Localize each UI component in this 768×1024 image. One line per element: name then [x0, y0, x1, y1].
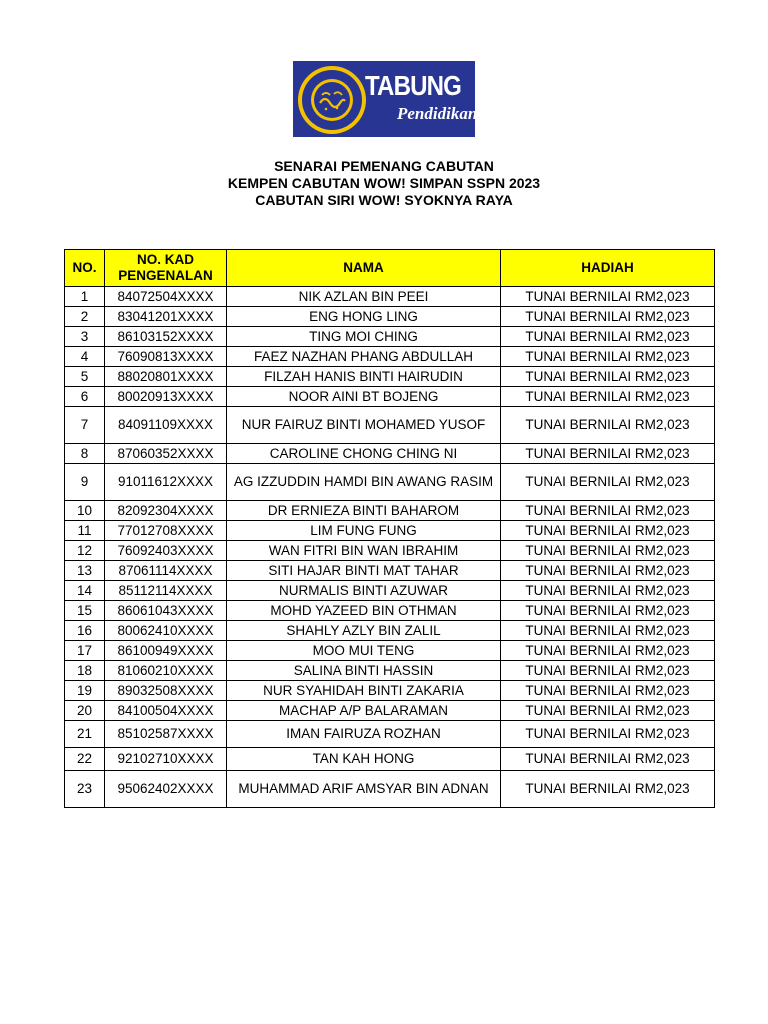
cell-ic: 88020801XXXX — [105, 367, 227, 387]
table-row — [65, 444, 715, 464]
title-line-1: SENARAI PEMENANG CABUTAN — [274, 158, 494, 174]
cell-no: 22 — [65, 748, 105, 771]
table-row — [65, 748, 715, 771]
cell-no: 20 — [65, 701, 105, 721]
cell-no: 17 — [65, 641, 105, 661]
logo-brand-text: TABUNG — [365, 70, 462, 101]
cell-prize: TUNAI BERNILAI RM2,023 — [501, 407, 715, 444]
cell-ic: 80020913XXXX — [105, 387, 227, 407]
cell-name: NUR FAIRUZ BINTI MOHAMED YUSOF — [227, 407, 501, 444]
cell-no: 5 — [65, 367, 105, 387]
cell-name: MOHD YAZEED BIN OTHMAN — [227, 601, 501, 621]
cell-no: 16 — [65, 621, 105, 641]
cell-ic: 76090813XXXX — [105, 347, 227, 367]
header-name: NAMA — [227, 250, 501, 287]
cell-no: 18 — [65, 661, 105, 681]
cell-ic: 85112114XXXX — [105, 581, 227, 601]
cell-no: 1 — [65, 287, 105, 307]
cell-no: 10 — [65, 501, 105, 521]
cell-name: WAN FITRI BIN WAN IBRAHIM — [227, 541, 501, 561]
table-row — [65, 327, 715, 347]
cell-ic: 85102587XXXX — [105, 721, 227, 748]
cell-name: LIM FUNG FUNG — [227, 521, 501, 541]
table-row — [65, 721, 715, 748]
cell-prize: TUNAI BERNILAI RM2,023 — [501, 701, 715, 721]
cell-ic: 91011612XXXX — [105, 464, 227, 501]
cell-prize: TUNAI BERNILAI RM2,023 — [501, 521, 715, 541]
cell-name: NOOR AINI BT BOJENG — [227, 387, 501, 407]
cell-ic: 87061114XXXX — [105, 561, 227, 581]
cell-prize: TUNAI BERNILAI RM2,023 — [501, 541, 715, 561]
cell-name: MUHAMMAD ARIF AMSYAR BIN ADNAN — [227, 771, 501, 808]
title-line-2: KEMPEN CABUTAN WOW! SIMPAN SSPN 2023 — [227, 175, 541, 191]
cell-no: 9 — [65, 464, 105, 501]
cell-prize: TUNAI BERNILAI RM2,023 — [501, 581, 715, 601]
cell-prize: TUNAI BERNILAI RM2,023 — [501, 501, 715, 521]
cell-prize: TUNAI BERNILAI RM2,023 — [501, 367, 715, 387]
cell-name: MACHAP A/P BALARAMAN — [227, 701, 501, 721]
cell-no: 14 — [65, 581, 105, 601]
table-row — [65, 681, 715, 701]
cell-prize: TUNAI BERNILAI RM2,023 — [501, 387, 715, 407]
table-row — [65, 347, 715, 367]
cell-name: SITI HAJAR BINTI MAT TAHAR — [227, 561, 501, 581]
cell-ic: 83041201XXXX — [105, 307, 227, 327]
cell-prize: TUNAI BERNILAI RM2,023 — [501, 721, 715, 748]
winners-table-body — [65, 287, 715, 808]
logo-background — [293, 61, 478, 137]
table-row — [65, 621, 715, 641]
title-line-3: CABUTAN SIRI WOW! SYOKNYA RAYA — [255, 192, 513, 208]
cell-prize: TUNAI BERNILAI RM2,023 — [501, 561, 715, 581]
table-row — [65, 464, 715, 501]
cell-name: ENG HONG LING — [227, 307, 501, 327]
cell-ic: 84072504XXXX — [105, 287, 227, 307]
header-prize: HADIAH — [501, 250, 715, 287]
document-title — [0, 158, 768, 209]
cell-name: FAEZ NAZHAN PHANG ABDULLAH — [227, 347, 501, 367]
cell-ic: 81060210XXXX — [105, 661, 227, 681]
cell-ic: 86061043XXXX — [105, 601, 227, 621]
cell-name: IMAN FAIRUZA ROZHAN — [227, 721, 501, 748]
cell-name: DR ERNIEZA BINTI BAHAROM — [227, 501, 501, 521]
cell-name: AG IZZUDDIN HAMDI BIN AWANG RASIM — [227, 464, 501, 501]
table-row — [65, 641, 715, 661]
table-row — [65, 541, 715, 561]
cell-prize: TUNAI BERNILAI RM2,023 — [501, 347, 715, 367]
table-row — [65, 521, 715, 541]
cell-prize: TUNAI BERNILAI RM2,023 — [501, 601, 715, 621]
logo-sub-text: Pendidikan — [397, 104, 478, 123]
cell-name: FILZAH HANIS BINTI HAIRUDIN — [227, 367, 501, 387]
cell-prize: TUNAI BERNILAI RM2,023 — [501, 661, 715, 681]
cell-ic: 76092403XXXX — [105, 541, 227, 561]
cell-prize: TUNAI BERNILAI RM2,023 — [501, 464, 715, 501]
cell-name: SALINA BINTI HASSIN — [227, 661, 501, 681]
cell-name: TING MOI CHING — [227, 327, 501, 347]
cell-ic: 89032508XXXX — [105, 681, 227, 701]
cell-ic: 95062402XXXX — [105, 771, 227, 808]
cell-name: NIK AZLAN BIN PEEI — [227, 287, 501, 307]
cell-no: 11 — [65, 521, 105, 541]
cell-ic: 92102710XXXX — [105, 748, 227, 771]
cell-ic: 87060352XXXX — [105, 444, 227, 464]
table-row — [65, 701, 715, 721]
cell-no: 23 — [65, 771, 105, 808]
cell-no: 6 — [65, 387, 105, 407]
header-no: NO. — [65, 250, 105, 287]
cell-name: TAN KAH HONG — [227, 748, 501, 771]
cell-ic: 86103152XXXX — [105, 327, 227, 347]
table-row — [65, 287, 715, 307]
cell-prize: TUNAI BERNILAI RM2,023 — [501, 621, 715, 641]
cell-ic: 80062410XXXX — [105, 621, 227, 641]
cell-name: CAROLINE CHONG CHING NI — [227, 444, 501, 464]
cell-ic: 84100504XXXX — [105, 701, 227, 721]
cell-prize: TUNAI BERNILAI RM2,023 — [501, 287, 715, 307]
cell-ic: 86100949XXXX — [105, 641, 227, 661]
cell-no: 19 — [65, 681, 105, 701]
cell-ic: 84091109XXXX — [105, 407, 227, 444]
table-row — [65, 387, 715, 407]
cell-name: NURMALIS BINTI AZUWAR — [227, 581, 501, 601]
cell-prize: TUNAI BERNILAI RM2,023 — [501, 444, 715, 464]
table-row — [65, 307, 715, 327]
cell-no: 13 — [65, 561, 105, 581]
cell-ic: 82092304XXXX — [105, 501, 227, 521]
cell-no: 3 — [65, 327, 105, 347]
cell-no: 12 — [65, 541, 105, 561]
table-row — [65, 601, 715, 621]
table-row — [65, 771, 715, 808]
cell-no: 4 — [65, 347, 105, 367]
table-row — [65, 561, 715, 581]
cell-ic: 77012708XXXX — [105, 521, 227, 541]
cell-no: 21 — [65, 721, 105, 748]
table-row — [65, 407, 715, 444]
tabung-pendidikan-logo — [290, 58, 478, 140]
cell-no: 8 — [65, 444, 105, 464]
cell-name: SHAHLY AZLY BIN ZALIL — [227, 621, 501, 641]
table-row — [65, 581, 715, 601]
table-row — [65, 661, 715, 681]
cell-no: 2 — [65, 307, 105, 327]
cell-prize: TUNAI BERNILAI RM2,023 — [501, 641, 715, 661]
table-row — [65, 367, 715, 387]
table-header-row — [65, 250, 715, 287]
table-row — [65, 501, 715, 521]
winners-table — [64, 249, 715, 808]
cell-prize: TUNAI BERNILAI RM2,023 — [501, 748, 715, 771]
cell-name: MOO MUI TENG — [227, 641, 501, 661]
cell-prize: TUNAI BERNILAI RM2,023 — [501, 327, 715, 347]
cell-prize: TUNAI BERNILAI RM2,023 — [501, 681, 715, 701]
ptptn-seal-icon — [293, 61, 371, 139]
cell-name: NUR SYAHIDAH BINTI ZAKARIA — [227, 681, 501, 701]
cell-no: 15 — [65, 601, 105, 621]
cell-prize: TUNAI BERNILAI RM2,023 — [501, 307, 715, 327]
cell-prize: TUNAI BERNILAI RM2,023 — [501, 771, 715, 808]
cell-no: 7 — [65, 407, 105, 444]
header-ic: NO. KAD PENGENALAN — [105, 250, 227, 287]
